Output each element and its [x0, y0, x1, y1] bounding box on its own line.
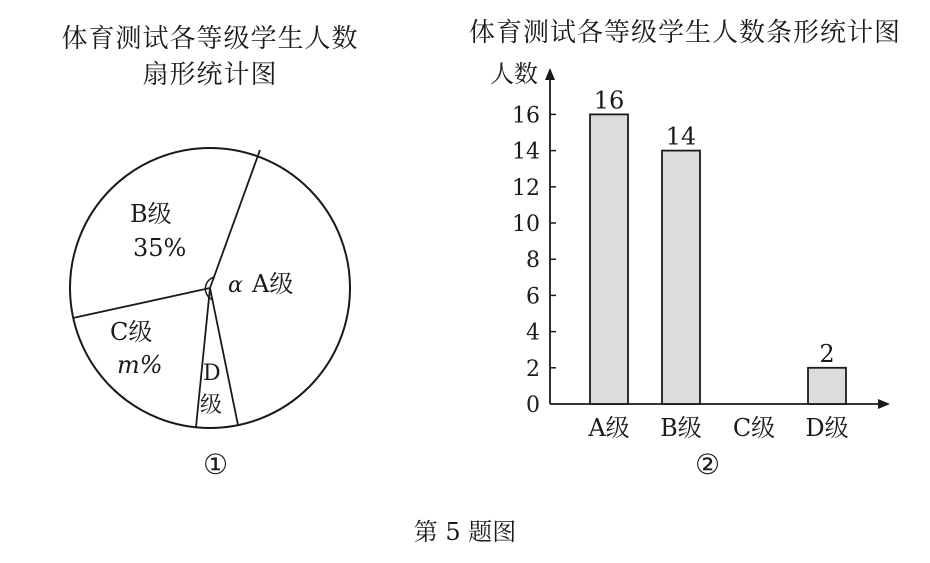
bar-1 [590, 114, 628, 404]
y-tick-label: 0 [526, 393, 540, 418]
x-axis-arrow [878, 399, 890, 409]
bar-2 [662, 151, 700, 404]
y-tick-label: 10 [512, 212, 540, 237]
slice-label-c: C级 [110, 318, 153, 346]
slice-label-b: B级 [130, 200, 172, 228]
slice-label-d-char: 级 [200, 393, 223, 418]
y-tick-label: 8 [526, 248, 540, 274]
y-tick-label: 14 [512, 139, 540, 165]
pie-title-line1: 体育测试各等级学生人数 [61, 24, 359, 54]
pie-figure-label: ① [203, 448, 229, 481]
bar-figure-label: ② [695, 448, 721, 481]
x-category-label: D级 [805, 414, 849, 442]
figure-caption: 第 5 题图 [413, 518, 517, 546]
y-axis-arrow [545, 68, 555, 80]
slice-value-c: m% [117, 351, 163, 379]
x-category-label: C级 [732, 414, 776, 442]
y-tick-label: 4 [526, 320, 540, 346]
y-axis-label: 人数 [490, 60, 538, 88]
bar-data-label: 16 [593, 86, 625, 115]
slice-label-a: A级 [252, 270, 294, 298]
y-tick-label: 16 [512, 103, 540, 129]
y-tick-label: 12 [512, 175, 540, 201]
bar-data-label: 14 [665, 122, 697, 151]
bar-4 [808, 368, 846, 404]
bar-data-label: 2 [819, 339, 835, 368]
pie-title-line2: 扇形统计图 [142, 60, 278, 90]
x-category-label: A级 [588, 414, 630, 442]
angle-alpha-label: α [228, 273, 243, 298]
slice-value-b: 35% [133, 234, 187, 262]
y-tick-label: 6 [526, 284, 540, 310]
x-category-label: B级 [660, 414, 702, 442]
slice-label-d-letter: D [203, 361, 221, 386]
y-tick-label: 2 [526, 356, 540, 382]
bar-chart-title: 体育测试各等级学生人数条形统计图 [468, 18, 901, 48]
